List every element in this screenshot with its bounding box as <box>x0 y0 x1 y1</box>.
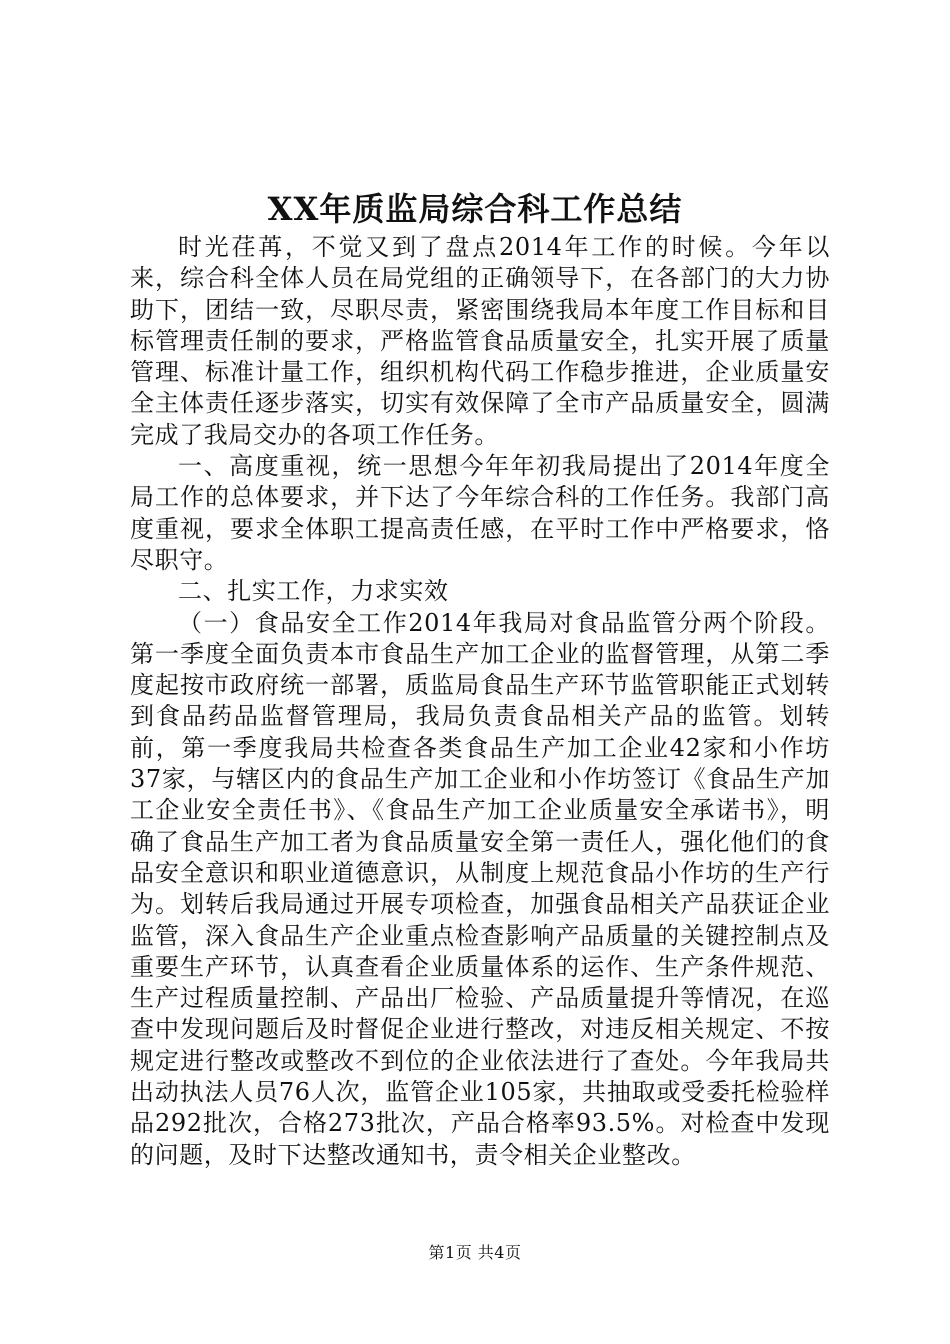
paragraph-intro: 时光荏苒，不觉又到了盘点2014年工作的时候。今年以来，综合科全体人员在局党组的正确领导下，在各部门的大力协助下，团结一致，尽职尽责，紧密围绕我局本年度工作目标和目标管理责任制的要求，严格监管食品质量安全，扎实开展了质量管理、标准计量工作，组织机构代码工作稳步推进，企业质量安全主体责任逐步落实，切实有效保障了全市产品质量安全，圆满完成了我局交办的各项工作任务。 <box>130 233 830 449</box>
paragraph-food-safety: （一）食品安全工作2014年我局对食品监管分两个阶段。第一季度全面负责本市食品生产加工企业的监督管理，从第二季度起按市政府统一部署，质监局食品生产环节监管职能正式划转到食品药品监督管理局，我局负责食品相关产品的监管。划转前，第一季度我局共检查各类食品生产加工企业42家和小作坊37家，与辖区内的食品生产加工企业和小作坊签订《食品生产加工企业安全责任书》、《食品生产加工企业质量安全承诺书》，明确了食品生产加工者为食品质量安全第一责任人，强化他们的食品安全意识和职业道德意识，从制度上规范食品小作坊的生产行为。划转后我局通过开展专项检查，加强食品相关产品获证企业监管，深入食品生产企业重点检查影响产品质量的关键控制点及重要生产环节，认真查看企业质量体系的运作、生产条件规范、生产过程质量控制、产品出厂检验、产品质量提升等情况，在巡查中发现问题后及时督促企业进行整改，对违反相关规定、不按规定进行整改或整改不到位的企业依法进行了查处。今年我局共出动执法人员76人次，监管企业105家，共抽取或受委托检验样品292批次，合格273批次，产品合格率93.5%。对检查中发现的问题，及时下达整改通知书，责令相关企业整改。 <box>130 608 830 1169</box>
document-title: XX年质监局综合科工作总结 <box>267 190 683 228</box>
paragraph-section-2-heading: 二、扎实工作，力求实效 <box>178 577 449 606</box>
paragraph-section-1: 一、高度重视，统一思想今年年初我局提出了2014年度全局工作的总体要求，并下达了今年综合科的工作任务。我部门高度重视，要求全体职工提高责任感，在平时工作中严格要求，恪尽职守。 <box>130 452 830 574</box>
document-body <box>130 232 830 1171</box>
page-number-footer: 第1页 共4页 <box>428 1243 522 1262</box>
